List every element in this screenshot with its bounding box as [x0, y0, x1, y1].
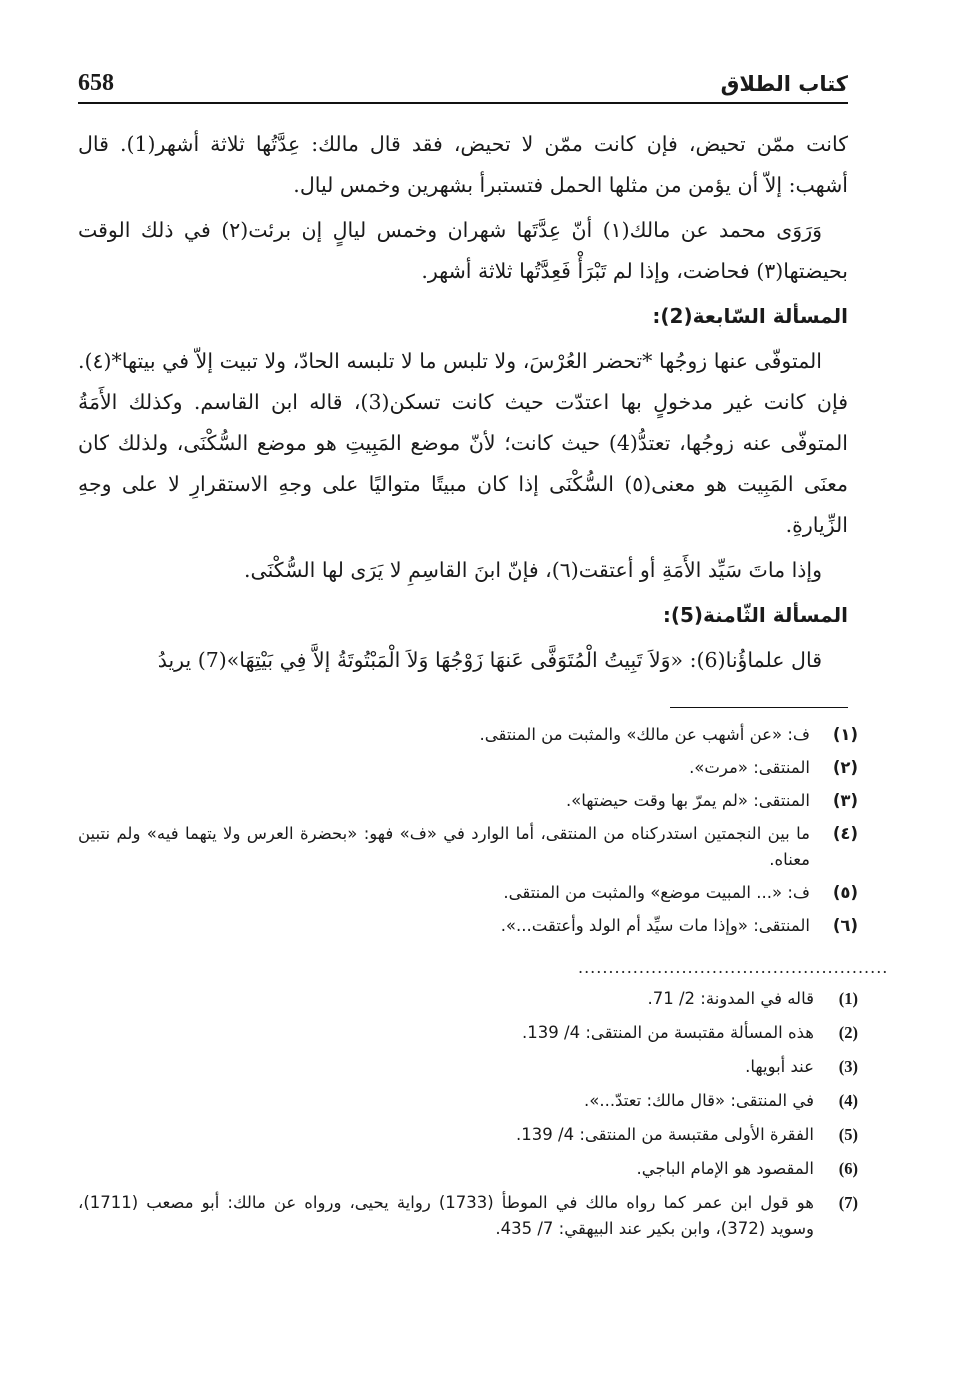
footnote-number: (٣)	[832, 791, 858, 810]
footnote-text: المنتقى: «لم يمرّ بها وقت حيضتها».	[565, 791, 810, 810]
footnotes-editorial	[78, 986, 858, 1250]
footnote-text: قاله في المدونة: 2/ 71.	[647, 989, 814, 1008]
footnote	[78, 1156, 858, 1182]
footnote	[78, 1088, 858, 1114]
footnote-number: (٥)	[832, 883, 858, 902]
footnote	[78, 1190, 858, 1242]
footnote	[78, 1054, 858, 1080]
paragraph-3: المتوفّى عنها زوجُها *تحضر العُرْسَ، ولا تلبس ما لا تلبسه الحادّ، ولا تبيت إلاّ في بيتها*(٤). فإن كانت غير مدخولٍ بها اعتدّت حيث كانت تسكن(3)، قاله ابن القاسم. وكذلك الأَمَةُ المتوفّى عنه زوجُها، تعتدُّ(4) حيث كانت؛ لأنّ موضع المَبِيتِ هو موضع السُّكْنَى، ولذلك كان معنَى المَبِيت هو معنى(٥) السُّكْنَى إذا كان مبيتًا متواليًا على وجهِ الاستقرارِ لا على وجهِ الزِّيارةِ.	[78, 349, 848, 537]
page-number: 658	[78, 70, 114, 96]
footnote	[78, 755, 858, 781]
paragraph-5: قال علماؤُنا(6): «وَلاَ تَبِيتُ الْمُتَوَفَّى عَنهَا زَوْجُهَا وَلاَ الْمَبْتُوتَةُ إلاَّ فِي بَيْتِهَا»(7) يريدُ	[157, 648, 822, 672]
dotted-separator: ...................................................	[578, 958, 889, 977]
main-text	[78, 124, 848, 685]
footnote-text: في المنتقى: «قال مالك: تعتدّ...».	[583, 1091, 814, 1110]
footnote	[78, 880, 858, 906]
footnote-text: هو قول ابن عمر كما رواه مالك في الموطأ (1733) رواية يحيى، ورواه عن مالك: أبو مصعب (1711)، وسويد (372)، وابن بكير عند البيهقي: 7/ 435.	[78, 1193, 814, 1238]
footnote-text: ما بين النجمتين استدركناه من المنتقى، أما الوارد في «ف» فهو: «بحضرة العرس ولا يتهما فيه» ولم نتبين معناه.	[78, 824, 810, 869]
footnote-number: (٤)	[832, 824, 858, 843]
footnotes-manuscript	[78, 722, 858, 946]
footnote-number: (2)	[838, 1023, 858, 1042]
footnote	[78, 722, 858, 748]
footnote-number: (4)	[838, 1091, 858, 1110]
footnote-number: (٦)	[832, 916, 858, 935]
footnote-text: المقصود هو الإمام الباجي.	[636, 1159, 814, 1178]
footnote	[78, 821, 858, 873]
footnote	[78, 913, 858, 939]
footnote-text: ف: «عن أشهب عن مالك» والمثبت من المنتقى.	[479, 725, 810, 744]
paragraph-1: كانت ممّن تحيض، فإن كانت ممّن لا تحيض، فقد قال مالك: عِدَّتُها ثلاثة أشهر(1). قال أشهب: إلاّ أن يؤمن من مثلها الحمل فتستبرأ بشهرين وخمس ليال.	[78, 132, 848, 197]
footnote	[78, 788, 858, 814]
footnote-text: عند أبويها.	[745, 1057, 814, 1076]
page-header	[78, 68, 848, 104]
section-heading-seventh: المسألة السّابعة(2):	[652, 304, 848, 328]
footnote-text: المنتقى: «وإذا مات سيِّد أم الولد وأعتقت...».	[500, 916, 810, 935]
footnote	[78, 1020, 858, 1046]
footnote-number: (٢)	[832, 758, 858, 777]
footnote-number: (6)	[838, 1159, 858, 1178]
footnote-text: الفقرة الأولى مقتبسة من المنتقى: 4/ 139.	[516, 1125, 814, 1144]
paragraph-4: وإذا ماتَ سَيِّد الأَمَةِ أو أعتقت(٦)، فإنّ ابنَ القاسِمِ لا يَرَى لها السُّكْنَى.	[244, 558, 822, 582]
footnote-number: (7)	[838, 1193, 858, 1212]
footnote	[78, 1122, 858, 1148]
footnote-number: (3)	[838, 1057, 858, 1076]
footnote-text: هذه المسألة مقتبسة من المنتقى: 4/ 139.	[522, 1023, 814, 1042]
footnote	[78, 986, 858, 1012]
running-title: كتاب الطلاق	[720, 72, 848, 96]
section-heading-eighth: المسألة الثّامنة(5):	[662, 603, 848, 627]
footnote-text: ف: «... المبيت موضع» والمثبت من المنتقى.	[503, 883, 810, 902]
paragraph-2: وَرَوَى محمد عن مالك(١) أنّ عِدَّتَها شهران وخمس ليالٍ إن برئت(٢) في ذلك الوقت بحيضتها(٣) فحاضت، وإذا لم تَبْرَأْ فَعِدَّتُها ثلاثة أشهر.	[78, 218, 848, 283]
footnote-number: (١)	[832, 725, 858, 744]
footnote-number: (1)	[838, 989, 858, 1008]
footnote-text: المنتقى: «مرت».	[689, 758, 810, 777]
footnote-number: (5)	[838, 1125, 858, 1144]
footnote-rule	[670, 707, 848, 708]
